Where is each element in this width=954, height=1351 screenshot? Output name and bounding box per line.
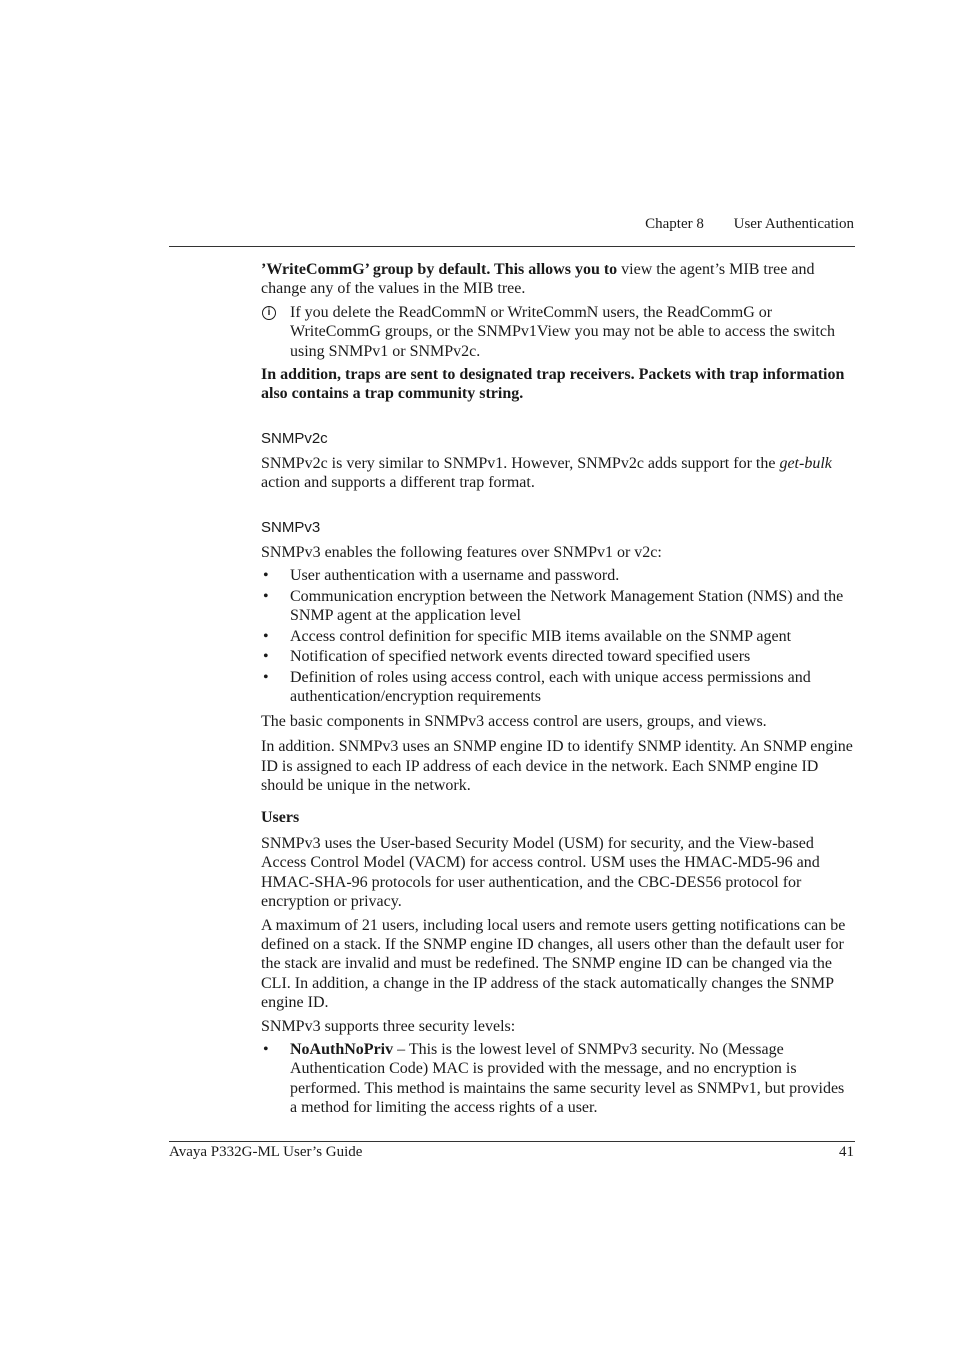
usm-paragraph: SNMPv3 uses the User-based Security Model (USM) for security, and the View-based Access Control Model (VACM) for access control. USM uses the HMAC-MD5-96 and HMAC-SHA-96 protocols for user authentication, and the CBC-DES56 protocol for encryption or privacy. <box>261 834 820 911</box>
snmpv2c-get-bulk: get-bulk <box>779 454 832 472</box>
level-name: NoAuthNoPriv <box>290 1040 394 1058</box>
bullet-icon: • <box>263 627 269 645</box>
page-body <box>261 260 855 1119</box>
snmpv3-intro: SNMPv3 enables the following features over SNMPv1 or v2c: <box>261 543 662 561</box>
snmpv3-feature-list <box>261 566 855 707</box>
bullet-icon: • <box>263 1040 269 1058</box>
list-item: • Notification of specified network events directed toward specified users <box>263 648 751 666</box>
list-item <box>261 1040 855 1118</box>
header-rule <box>169 246 855 247</box>
list-item: • Definition of roles using access control, each with unique access permissions and authentication/encryption requirements <box>263 668 811 706</box>
note-text: If you delete the ReadCommN or WriteCommN users, the ReadCommG or WriteCommG groups, or the SNMPv1View you may not be able to access the switch using SNMPv1 or SNMPv2c. <box>290 303 835 360</box>
header-title: User Authentication <box>733 216 854 232</box>
list-item: • Access control definition for specific MIB items available on the SNMP agent <box>263 627 792 645</box>
security-levels-list <box>261 1040 855 1118</box>
traps-paragraph: In addition, traps are sent to designated trap receivers. Packets with trap information also contains a trap community string. <box>261 366 845 403</box>
list-item: • Communication encryption between the Network Management Station (NMS) and the SNMP agent at the application level <box>263 587 844 625</box>
footer-rule <box>169 1141 855 1142</box>
security-levels-intro: SNMPv3 supports three security levels: <box>261 1017 516 1035</box>
note-block <box>261 303 855 361</box>
components-paragraph: The basic components in SNMPv3 access control are users, groups, and views. <box>261 712 767 730</box>
footer-guide-title: Avaya P332G-ML User’s Guide <box>169 1144 363 1160</box>
bullet-icon: • <box>263 668 269 686</box>
info-icon: i <box>262 306 276 320</box>
bullet-icon: • <box>263 648 269 666</box>
snmpv2c-text-b: action and supports a different trap format. <box>261 474 535 492</box>
engine-id-paragraph: In addition. SNMPv3 uses an SNMP engine ID to identify SNMP identity. An SNMP engine ID is assigned to each IP address of each device in the network. Each SNMP engine ID should be unique in the network. <box>261 738 853 795</box>
header-chapter: Chapter 8 <box>645 216 704 232</box>
bullet-icon: • <box>263 567 269 585</box>
intro-paragraph <box>261 260 855 299</box>
running-header <box>645 216 854 233</box>
intro-rest: view the agent’s MIB tree and change any of the values in the MIB tree. <box>261 261 815 298</box>
users-heading: Users <box>261 809 300 827</box>
max-users-paragraph: A maximum of 21 users, including local users and remote users getting notifications can be defined on a stack. If the SNMP engine ID changes, all users other than the default user for the stack are invalid and must be redefined. The SNMP engine ID can be changed via the CLI. In addition, a change in the IP address of the stack automatically changes the SNMP engine ID. <box>261 916 846 1012</box>
intro-bold: ’WriteCommG’ group by default. This allows you to <box>261 261 618 278</box>
snmpv2c-paragraph <box>261 454 855 493</box>
level-desc: – This is the lowest level of SNMPv3 security. No (Message Authentication Code) MAC is provided with the message, and no encryption is performed. This method is maintains the same security level as SNMPv1, but provides a method for limiting the access rights of a user. <box>290 1040 845 1117</box>
snmpv3-heading: SNMPv3 <box>261 518 321 536</box>
page-number: 41 <box>839 1144 854 1160</box>
snmpv2c-text-a: SNMPv2c is very similar to SNMPv1. However, SNMPv2c adds support for the <box>261 454 780 472</box>
bullet-icon: • <box>263 587 269 605</box>
snmpv2c-heading: SNMPv2c <box>261 429 328 447</box>
list-item: • User authentication with a username and password. <box>263 567 620 585</box>
